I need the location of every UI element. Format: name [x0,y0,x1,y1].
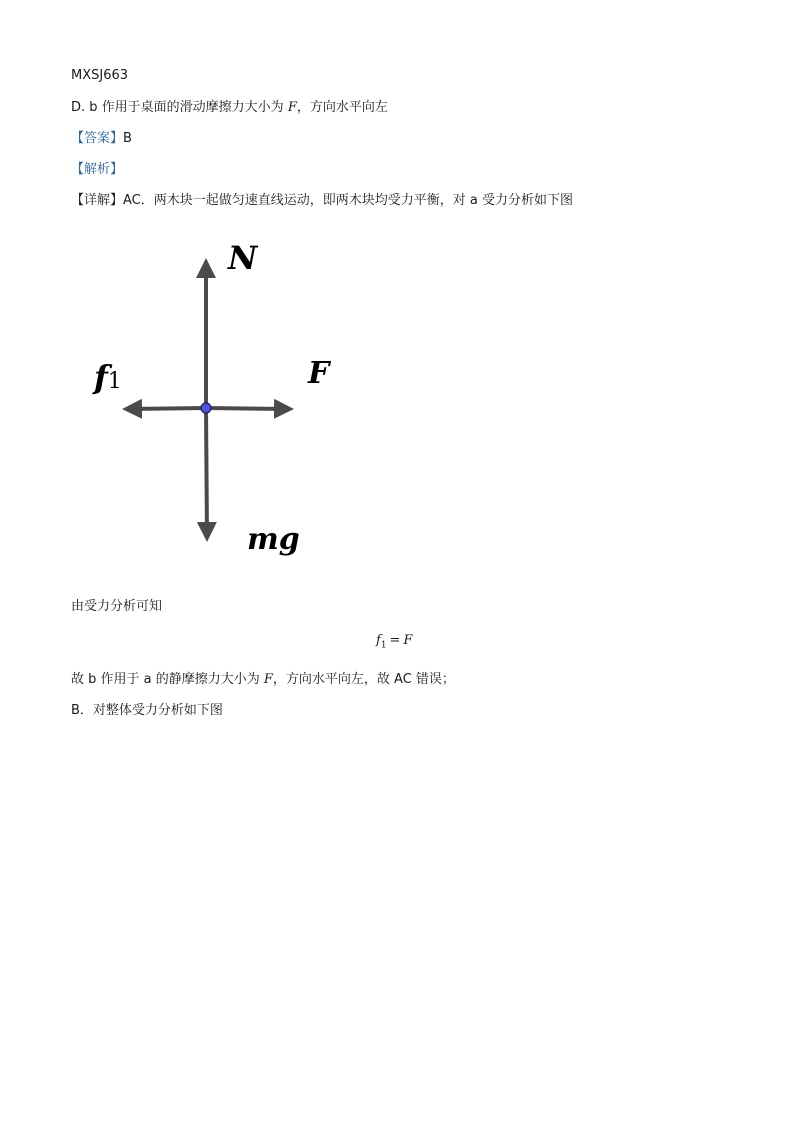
conclusion-var: F [263,672,273,687]
option-d-var: F [287,100,297,115]
analysis-line [71,161,123,179]
friction-force-label [92,358,122,396]
document-code: MXSJ663 [71,68,129,83]
after-figure-text: 由受力分析可知 [71,599,163,614]
conclusion-prefix: 故 b 作用于 a 的静摩擦力大小为 [71,672,260,687]
answer-value: B [123,131,132,146]
answer-tag: 【答案】 [71,131,124,146]
applied-force-arrow [206,408,290,409]
conclusion-suffix: ，方向水平向左，故 AC 错误； [272,672,455,687]
normal-force-label: N [228,239,258,277]
option-d [71,99,388,117]
force-origin-point [201,403,211,413]
applied-force-label: F [308,356,330,391]
friction-force-subscript: 1 [107,369,122,394]
analysis-tag: 【解析】 [71,162,124,177]
conclusion-line [71,671,455,689]
detail-tag: 【详解】 [71,193,124,208]
friction-force-arrow [126,408,206,409]
force-diagram [80,236,350,566]
equation-operator: = [389,633,401,648]
gravity-label: mg [247,522,300,557]
option-d-prefix: D. b 作用于桌面的滑动摩擦力大小为 [71,100,284,115]
option-b-line: B．对整体受力分析如下图 [71,703,223,718]
friction-force-letter: f [94,358,108,396]
equation [376,633,412,651]
equation-rhs: F [403,633,413,648]
equation-lhs: f [376,633,381,648]
detail-line [71,192,573,210]
detail-text: AC．两木块一起做匀速直线运动，即两木块均受力平衡，对 a 受力分析如下图 [123,193,573,208]
option-d-suffix: ，方向水平向左 [296,100,388,115]
answer-line [71,130,132,148]
equation-subscript: 1 [380,640,387,651]
gravity-arrow [206,408,207,538]
